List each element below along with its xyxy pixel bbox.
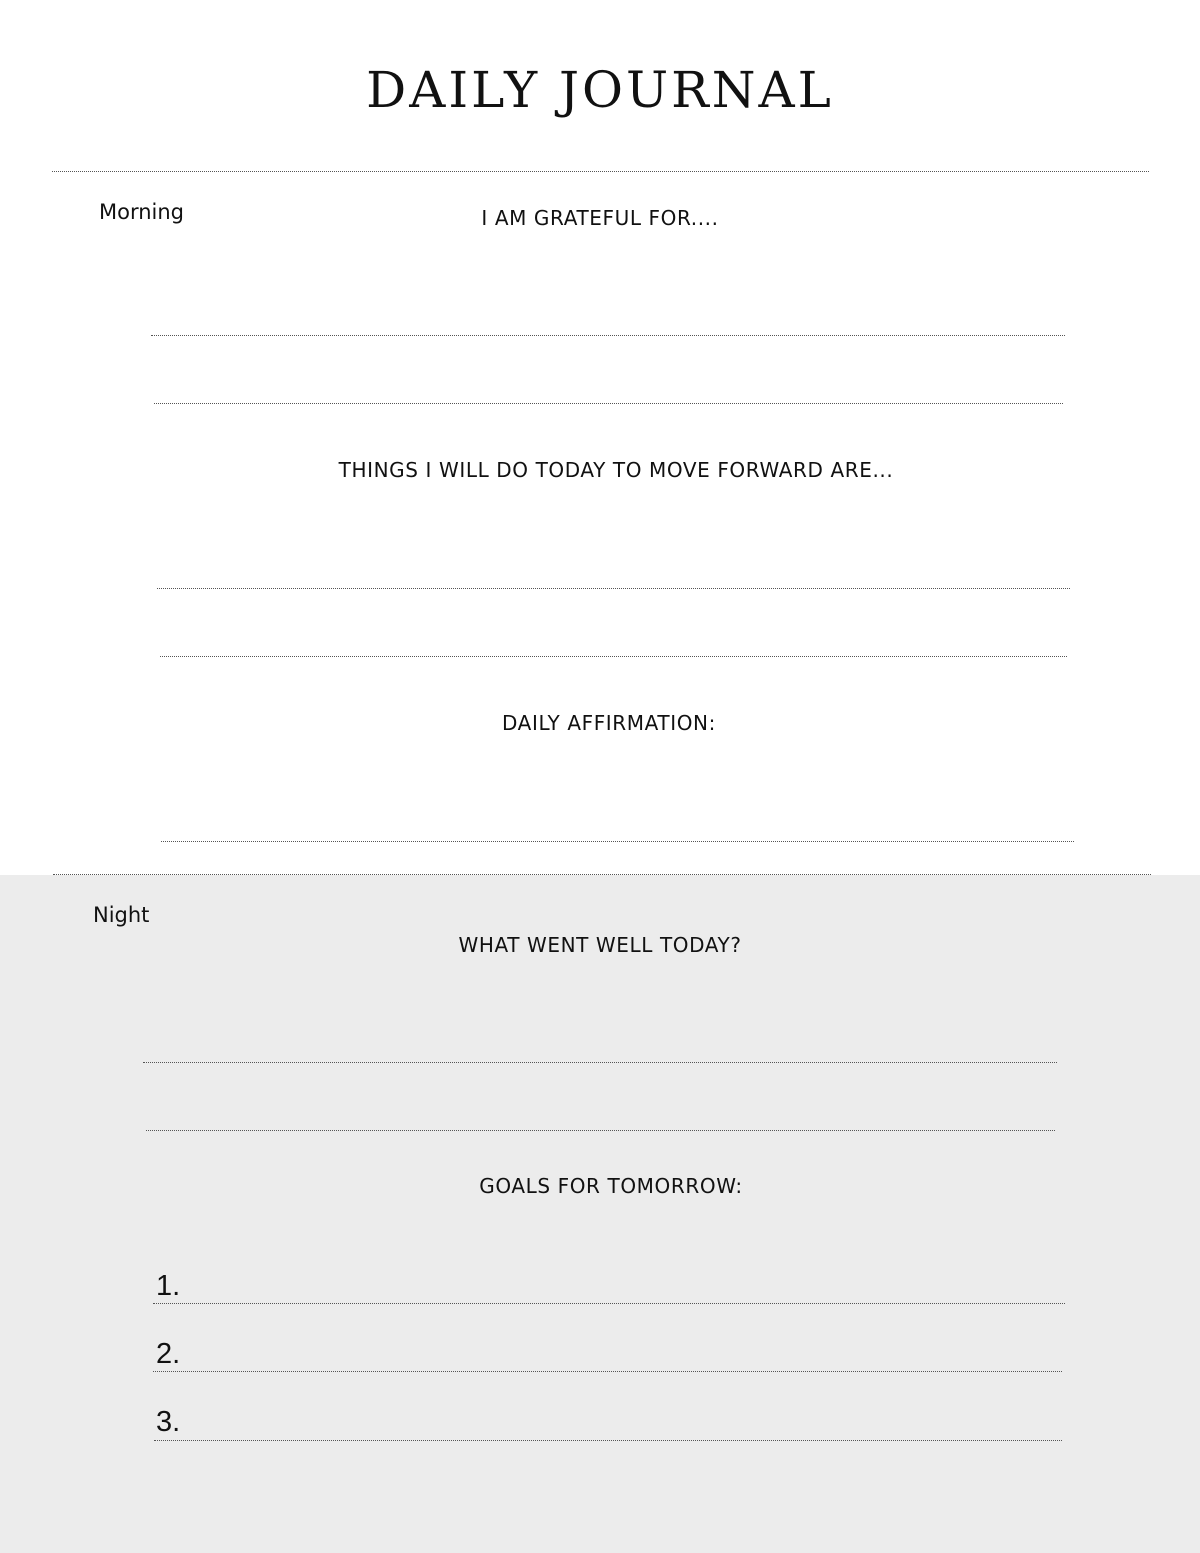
goal-number-1: 1. xyxy=(156,1270,181,1302)
night-label: Night xyxy=(93,903,150,927)
night-divider xyxy=(53,874,1151,875)
forward-heading: THINGS I WILL DO TODAY TO MOVE FORWARD ARE... xyxy=(338,458,894,482)
goals-heading: GOALS FOR TOMORROW: xyxy=(479,1174,743,1198)
goal-number-3: 3. xyxy=(156,1406,181,1438)
goal-line-3[interactable] xyxy=(154,1440,1062,1441)
affirmation-heading: DAILY AFFIRMATION: xyxy=(502,711,716,735)
went-well-heading: WHAT WENT WELL TODAY? xyxy=(458,933,742,957)
night-section-background xyxy=(0,875,1200,1553)
goal-number-2: 2. xyxy=(156,1338,181,1370)
forward-line-2[interactable] xyxy=(160,656,1067,657)
grateful-heading: I AM GRATEFUL FOR.... xyxy=(481,206,719,230)
went-well-line-1[interactable] xyxy=(143,1062,1057,1063)
goal-line-2[interactable] xyxy=(153,1371,1062,1372)
top-divider xyxy=(52,171,1149,172)
grateful-line-2[interactable] xyxy=(154,403,1063,404)
forward-line-1[interactable] xyxy=(157,588,1070,589)
morning-label: Morning xyxy=(99,200,185,224)
went-well-line-2[interactable] xyxy=(146,1130,1055,1131)
grateful-line-1[interactable] xyxy=(151,335,1065,336)
goal-line-1[interactable] xyxy=(153,1303,1065,1304)
affirmation-line[interactable] xyxy=(161,841,1074,842)
page-title: DAILY JOURNAL xyxy=(366,61,834,119)
